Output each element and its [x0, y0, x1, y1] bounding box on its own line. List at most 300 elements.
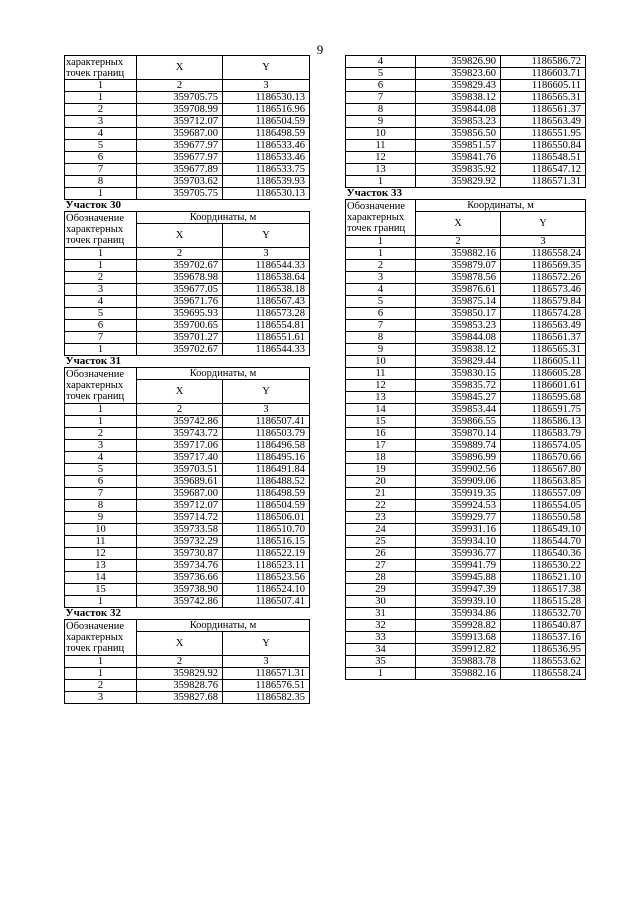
coordinate-row — [65, 584, 310, 596]
x-coordinate: 359853.44 — [416, 404, 501, 416]
x-coordinate: 359708.99 — [137, 104, 223, 116]
x-coordinate: 359934.10 — [416, 536, 501, 548]
x-coordinate: 359733.58 — [137, 524, 223, 536]
x-coordinate: 359939.10 — [416, 596, 501, 608]
point-number: 10 — [346, 128, 416, 140]
x-coordinate: 359876.61 — [416, 284, 501, 296]
coordinate-row — [346, 548, 586, 560]
x-coordinate: 359717.40 — [137, 452, 223, 464]
y-coordinate: 1186567.80 — [501, 464, 586, 476]
y-coordinate: 1186530.22 — [501, 560, 586, 572]
y-coordinate: 1186572.26 — [501, 272, 586, 284]
point-number: 1 — [65, 344, 137, 356]
x-coordinate: 359878.56 — [416, 272, 501, 284]
x-coordinate: 359875.14 — [416, 296, 501, 308]
x-coordinate: 359896.99 — [416, 452, 501, 464]
point-number: 11 — [346, 368, 416, 380]
column-number: 1 — [346, 236, 416, 248]
y-header: Y — [223, 56, 310, 80]
table-header-row — [65, 212, 310, 224]
coordinate-row — [346, 632, 586, 644]
coordinate-row — [346, 620, 586, 632]
point-number: 25 — [346, 536, 416, 548]
point-number: 4 — [65, 452, 137, 464]
x-header: X — [137, 632, 223, 656]
x-coordinate: 359736.66 — [137, 572, 223, 584]
x-coordinate: 359845.27 — [416, 392, 501, 404]
coordinate-row — [346, 524, 586, 536]
coordinates-header: Координаты, м — [137, 212, 310, 224]
x-coordinate: 359702.67 — [137, 344, 223, 356]
coordinate-row — [65, 320, 310, 332]
y-coordinate: 1186510.70 — [223, 524, 310, 536]
point-number: 3 — [65, 440, 137, 452]
y-coordinate: 1186517.38 — [501, 584, 586, 596]
x-coordinate: 359853.23 — [416, 116, 501, 128]
x-coordinate: 359924.53 — [416, 500, 501, 512]
y-header: Y — [223, 380, 310, 404]
y-coordinate: 1186538.18 — [223, 284, 310, 296]
x-coordinate: 359829.44 — [416, 356, 501, 368]
coordinate-row — [65, 140, 310, 152]
y-coordinate: 1186605.28 — [501, 368, 586, 380]
coordinate-row — [346, 80, 586, 92]
point-number: 8 — [346, 104, 416, 116]
x-header: X — [416, 212, 501, 236]
point-number: 13 — [346, 164, 416, 176]
point-number: 33 — [346, 632, 416, 644]
point-number: 28 — [346, 572, 416, 584]
point-number: 7 — [346, 92, 416, 104]
x-coordinate: 359856.50 — [416, 128, 501, 140]
coordinate-row — [65, 176, 310, 188]
x-coordinate: 359705.75 — [137, 188, 223, 200]
x-coordinate: 359701.27 — [137, 332, 223, 344]
y-header: Y — [501, 212, 586, 236]
y-coordinate: 1186544.33 — [223, 260, 310, 272]
y-coordinate: 1186573.28 — [223, 308, 310, 320]
point-number: 4 — [346, 284, 416, 296]
section-title: Участок 33 — [346, 188, 586, 200]
point-number: 23 — [346, 512, 416, 524]
point-number: 18 — [346, 452, 416, 464]
x-coordinate: 359850.17 — [416, 308, 501, 320]
section-row — [65, 200, 310, 212]
y-coordinate: 1186507.41 — [223, 416, 310, 428]
coordinate-row — [65, 296, 310, 308]
point-number: 6 — [346, 308, 416, 320]
y-coordinate: 1186553.62 — [501, 656, 586, 668]
x-coordinate: 359841.76 — [416, 152, 501, 164]
x-coordinate: 359830.15 — [416, 368, 501, 380]
page-number: 9 — [316, 42, 324, 57]
point-number: 31 — [346, 608, 416, 620]
point-number: 24 — [346, 524, 416, 536]
x-coordinate: 359717.06 — [137, 440, 223, 452]
point-number: 17 — [346, 440, 416, 452]
coordinate-row — [346, 356, 586, 368]
y-coordinate: 1186540.36 — [501, 548, 586, 560]
x-coordinate: 359838.12 — [416, 344, 501, 356]
coordinate-row — [65, 692, 310, 704]
y-coordinate: 1186558.24 — [501, 668, 586, 680]
x-coordinate: 359677.89 — [137, 164, 223, 176]
point-number: 30 — [346, 596, 416, 608]
point-number: 20 — [346, 476, 416, 488]
point-designation-header: Обозначение характерных точек границ — [65, 368, 137, 404]
x-coordinate: 359870.14 — [416, 428, 501, 440]
x-coordinate: 359714.72 — [137, 512, 223, 524]
coordinate-row — [346, 308, 586, 320]
x-coordinate: 359829.43 — [416, 80, 501, 92]
point-number: 9 — [65, 512, 137, 524]
y-coordinate: 1186521.10 — [501, 572, 586, 584]
x-coordinate: 359882.16 — [416, 668, 501, 680]
point-number: 29 — [346, 584, 416, 596]
right-table-body — [346, 56, 586, 680]
column-number: 2 — [416, 236, 501, 248]
coordinate-row — [65, 464, 310, 476]
x-coordinate: 359826.90 — [416, 56, 501, 68]
coordinate-row — [346, 656, 586, 668]
x-coordinate: 359883.78 — [416, 656, 501, 668]
x-coordinate: 359945.88 — [416, 572, 501, 584]
coordinate-row — [346, 428, 586, 440]
y-coordinate: 1186495.16 — [223, 452, 310, 464]
table-header-row — [65, 368, 310, 380]
y-coordinate: 1186573.46 — [501, 284, 586, 296]
point-number: 26 — [346, 548, 416, 560]
x-coordinate: 359929.77 — [416, 512, 501, 524]
point-number: 12 — [346, 152, 416, 164]
y-coordinate: 1186530.13 — [223, 188, 310, 200]
y-coordinate: 1186563.49 — [501, 116, 586, 128]
coordinate-row — [65, 188, 310, 200]
x-coordinate: 359931.16 — [416, 524, 501, 536]
column-number-row — [65, 248, 310, 260]
point-number: 11 — [346, 140, 416, 152]
point-number: 1 — [65, 668, 137, 680]
coordinate-row — [65, 572, 310, 584]
point-number: 6 — [346, 80, 416, 92]
x-coordinate: 359734.76 — [137, 560, 223, 572]
point-number: 7 — [65, 488, 137, 500]
y-coordinate: 1186507.41 — [223, 596, 310, 608]
x-coordinate: 359902.56 — [416, 464, 501, 476]
coordinate-row — [346, 392, 586, 404]
coordinates-header: Координаты, м — [416, 200, 586, 212]
y-coordinate: 1186537.16 — [501, 632, 586, 644]
y-coordinate: 1186591.75 — [501, 404, 586, 416]
x-coordinate: 359678.98 — [137, 272, 223, 284]
y-coordinate: 1186504.59 — [223, 116, 310, 128]
y-coordinate: 1186540.87 — [501, 620, 586, 632]
coordinate-row — [346, 56, 586, 68]
column-number: 3 — [223, 404, 310, 416]
point-number: 1 — [346, 668, 416, 680]
y-coordinate: 1186579.84 — [501, 296, 586, 308]
y-coordinate: 1186574.05 — [501, 440, 586, 452]
coordinate-row — [346, 332, 586, 344]
x-coordinate: 359677.97 — [137, 152, 223, 164]
coordinate-row — [346, 464, 586, 476]
coordinate-row — [65, 500, 310, 512]
x-coordinate: 359703.51 — [137, 464, 223, 476]
y-coordinate: 1186567.43 — [223, 296, 310, 308]
column-number: 1 — [65, 404, 137, 416]
x-coordinate: 359835.92 — [416, 164, 501, 176]
coordinate-row — [65, 332, 310, 344]
y-coordinate: 1186603.71 — [501, 68, 586, 80]
coordinate-row — [346, 344, 586, 356]
x-coordinate: 359913.68 — [416, 632, 501, 644]
x-coordinate: 359695.93 — [137, 308, 223, 320]
coordinates-table-left — [64, 55, 310, 704]
y-coordinate: 1186570.66 — [501, 452, 586, 464]
y-coordinate: 1186524.10 — [223, 584, 310, 596]
point-number: 2 — [65, 272, 137, 284]
coordinate-row — [346, 164, 586, 176]
point-number: 21 — [346, 488, 416, 500]
point-number: 19 — [346, 464, 416, 476]
x-coordinate: 359879.07 — [416, 260, 501, 272]
y-coordinate: 1186515.28 — [501, 596, 586, 608]
coordinate-row — [346, 560, 586, 572]
x-coordinate: 359829.92 — [137, 668, 223, 680]
y-coordinate: 1186491.84 — [223, 464, 310, 476]
left-table-body — [65, 56, 310, 704]
column-number: 3 — [501, 236, 586, 248]
x-coordinate: 359928.82 — [416, 620, 501, 632]
y-coordinate: 1186549.10 — [501, 524, 586, 536]
point-number: 1 — [65, 596, 137, 608]
point-number: 8 — [65, 500, 137, 512]
coordinate-row — [65, 260, 310, 272]
coordinate-row — [346, 416, 586, 428]
y-coordinate: 1186516.96 — [223, 104, 310, 116]
point-number: 6 — [65, 320, 137, 332]
y-coordinate: 1186558.24 — [501, 248, 586, 260]
coordinate-row — [346, 608, 586, 620]
x-coordinate: 359941.79 — [416, 560, 501, 572]
point-number: 34 — [346, 644, 416, 656]
x-coordinate: 359844.08 — [416, 104, 501, 116]
point-number: 10 — [346, 356, 416, 368]
y-coordinate: 1186563.49 — [501, 320, 586, 332]
coordinate-row — [346, 644, 586, 656]
coordinate-row — [65, 344, 310, 356]
column-number: 2 — [137, 404, 223, 416]
x-coordinate: 359712.07 — [137, 116, 223, 128]
x-coordinate: 359936.77 — [416, 548, 501, 560]
x-coordinate: 359889.74 — [416, 440, 501, 452]
x-coordinate: 359700.65 — [137, 320, 223, 332]
point-number: 9 — [346, 344, 416, 356]
y-coordinate: 1186504.59 — [223, 500, 310, 512]
column-number: 3 — [223, 656, 310, 668]
coordinates-header: Координаты, м — [137, 620, 310, 632]
y-coordinate: 1186536.95 — [501, 644, 586, 656]
x-coordinate: 359671.76 — [137, 296, 223, 308]
point-number: 35 — [346, 656, 416, 668]
y-coordinate: 1186533.46 — [223, 140, 310, 152]
coordinate-row — [346, 320, 586, 332]
point-number: 32 — [346, 620, 416, 632]
point-number: 16 — [346, 428, 416, 440]
point-number: 1 — [65, 188, 137, 200]
point-number: 4 — [346, 56, 416, 68]
table-header-row — [346, 200, 586, 212]
y-coordinate: 1186538.64 — [223, 272, 310, 284]
point-number: 8 — [346, 332, 416, 344]
coordinate-row — [346, 128, 586, 140]
y-coordinate: 1186561.37 — [501, 332, 586, 344]
section-title: Участок 30 — [65, 200, 310, 212]
y-coordinate: 1186532.70 — [501, 608, 586, 620]
x-coordinate: 359823.60 — [416, 68, 501, 80]
column-number: 1 — [65, 656, 137, 668]
point-number: 11 — [65, 536, 137, 548]
point-number: 3 — [65, 116, 137, 128]
coordinate-row — [65, 128, 310, 140]
y-coordinate: 1186571.31 — [223, 668, 310, 680]
x-coordinate: 359703.62 — [137, 176, 223, 188]
y-coordinate: 1186601.61 — [501, 380, 586, 392]
coordinate-row — [65, 104, 310, 116]
point-number: 6 — [65, 476, 137, 488]
y-coordinate: 1186530.13 — [223, 92, 310, 104]
coordinate-row — [346, 140, 586, 152]
column-number: 2 — [137, 80, 223, 92]
x-coordinate: 359677.97 — [137, 140, 223, 152]
point-number: 1 — [65, 260, 137, 272]
table-subheader-row — [65, 56, 310, 80]
coordinate-row — [346, 440, 586, 452]
coordinates-table-right — [345, 55, 586, 680]
y-coordinate: 1186554.81 — [223, 320, 310, 332]
x-coordinate: 359742.86 — [137, 416, 223, 428]
table-header-row — [65, 620, 310, 632]
y-coordinate: 1186563.85 — [501, 476, 586, 488]
y-coordinate: 1186583.79 — [501, 428, 586, 440]
point-number: 13 — [346, 392, 416, 404]
x-coordinate: 359909.06 — [416, 476, 501, 488]
coordinate-row — [65, 512, 310, 524]
column-number-row — [346, 236, 586, 248]
x-coordinate: 359882.16 — [416, 248, 501, 260]
coordinate-row — [65, 452, 310, 464]
y-coordinate: 1186586.13 — [501, 416, 586, 428]
point-number: 3 — [65, 692, 137, 704]
coordinates-header: Координаты, м — [137, 368, 310, 380]
y-coordinate: 1186544.70 — [501, 536, 586, 548]
point-number: 1 — [346, 176, 416, 188]
coordinate-row — [65, 308, 310, 320]
y-coordinate: 1186547.12 — [501, 164, 586, 176]
x-coordinate: 359689.61 — [137, 476, 223, 488]
coordinate-row — [346, 452, 586, 464]
point-number: 7 — [65, 164, 137, 176]
point-number: 9 — [346, 116, 416, 128]
coordinate-row — [346, 104, 586, 116]
y-coordinate: 1186522.19 — [223, 548, 310, 560]
y-coordinate: 1186496.58 — [223, 440, 310, 452]
point-number: 3 — [346, 272, 416, 284]
column-number-row — [65, 404, 310, 416]
y-coordinate: 1186498.59 — [223, 488, 310, 500]
x-coordinate: 359851.57 — [416, 140, 501, 152]
point-number: 10 — [65, 524, 137, 536]
y-coordinate: 1186516.15 — [223, 536, 310, 548]
x-coordinate: 359738.90 — [137, 584, 223, 596]
y-coordinate: 1186523.56 — [223, 572, 310, 584]
y-coordinate: 1186569.35 — [501, 260, 586, 272]
coordinate-row — [65, 536, 310, 548]
coordinate-row — [346, 260, 586, 272]
point-number: 1 — [65, 416, 137, 428]
point-number: 4 — [65, 128, 137, 140]
y-coordinate: 1186550.58 — [501, 512, 586, 524]
coordinate-row — [65, 668, 310, 680]
coordinate-row — [346, 668, 586, 680]
coordinate-row — [346, 248, 586, 260]
y-coordinate: 1186554.05 — [501, 500, 586, 512]
x-coordinate: 359829.92 — [416, 176, 501, 188]
coordinate-row — [65, 428, 310, 440]
section-row — [346, 188, 586, 200]
x-coordinate: 359702.67 — [137, 260, 223, 272]
coordinate-row — [65, 548, 310, 560]
point-designation-header: характерных точек границ — [65, 56, 137, 80]
y-coordinate: 1186548.51 — [501, 152, 586, 164]
coordinate-row — [65, 560, 310, 572]
point-number: 1 — [346, 248, 416, 260]
column-number: 3 — [223, 248, 310, 260]
coordinate-row — [346, 572, 586, 584]
point-number: 12 — [346, 380, 416, 392]
x-coordinate: 359687.00 — [137, 128, 223, 140]
coordinate-row — [346, 68, 586, 80]
coordinate-row — [65, 680, 310, 692]
y-coordinate: 1186565.31 — [501, 92, 586, 104]
x-header: X — [137, 56, 223, 80]
x-coordinate: 359687.00 — [137, 488, 223, 500]
column-number: 3 — [223, 80, 310, 92]
y-coordinate: 1186595.68 — [501, 392, 586, 404]
point-number: 5 — [346, 68, 416, 80]
coordinate-row — [65, 488, 310, 500]
coordinate-row — [346, 272, 586, 284]
x-coordinate: 359712.07 — [137, 500, 223, 512]
section-row — [65, 356, 310, 368]
coordinate-row — [65, 116, 310, 128]
point-number: 3 — [65, 284, 137, 296]
y-coordinate: 1186565.31 — [501, 344, 586, 356]
point-number: 1 — [65, 92, 137, 104]
y-coordinate: 1186586.72 — [501, 56, 586, 68]
point-number: 2 — [65, 428, 137, 440]
column-number-row — [65, 80, 310, 92]
coordinate-row — [346, 92, 586, 104]
coordinate-row — [346, 512, 586, 524]
coordinate-row — [346, 476, 586, 488]
coordinate-row — [65, 152, 310, 164]
point-number: 22 — [346, 500, 416, 512]
y-coordinate: 1186488.52 — [223, 476, 310, 488]
x-coordinate: 359838.12 — [416, 92, 501, 104]
x-coordinate: 359934.86 — [416, 608, 501, 620]
point-number: 12 — [65, 548, 137, 560]
